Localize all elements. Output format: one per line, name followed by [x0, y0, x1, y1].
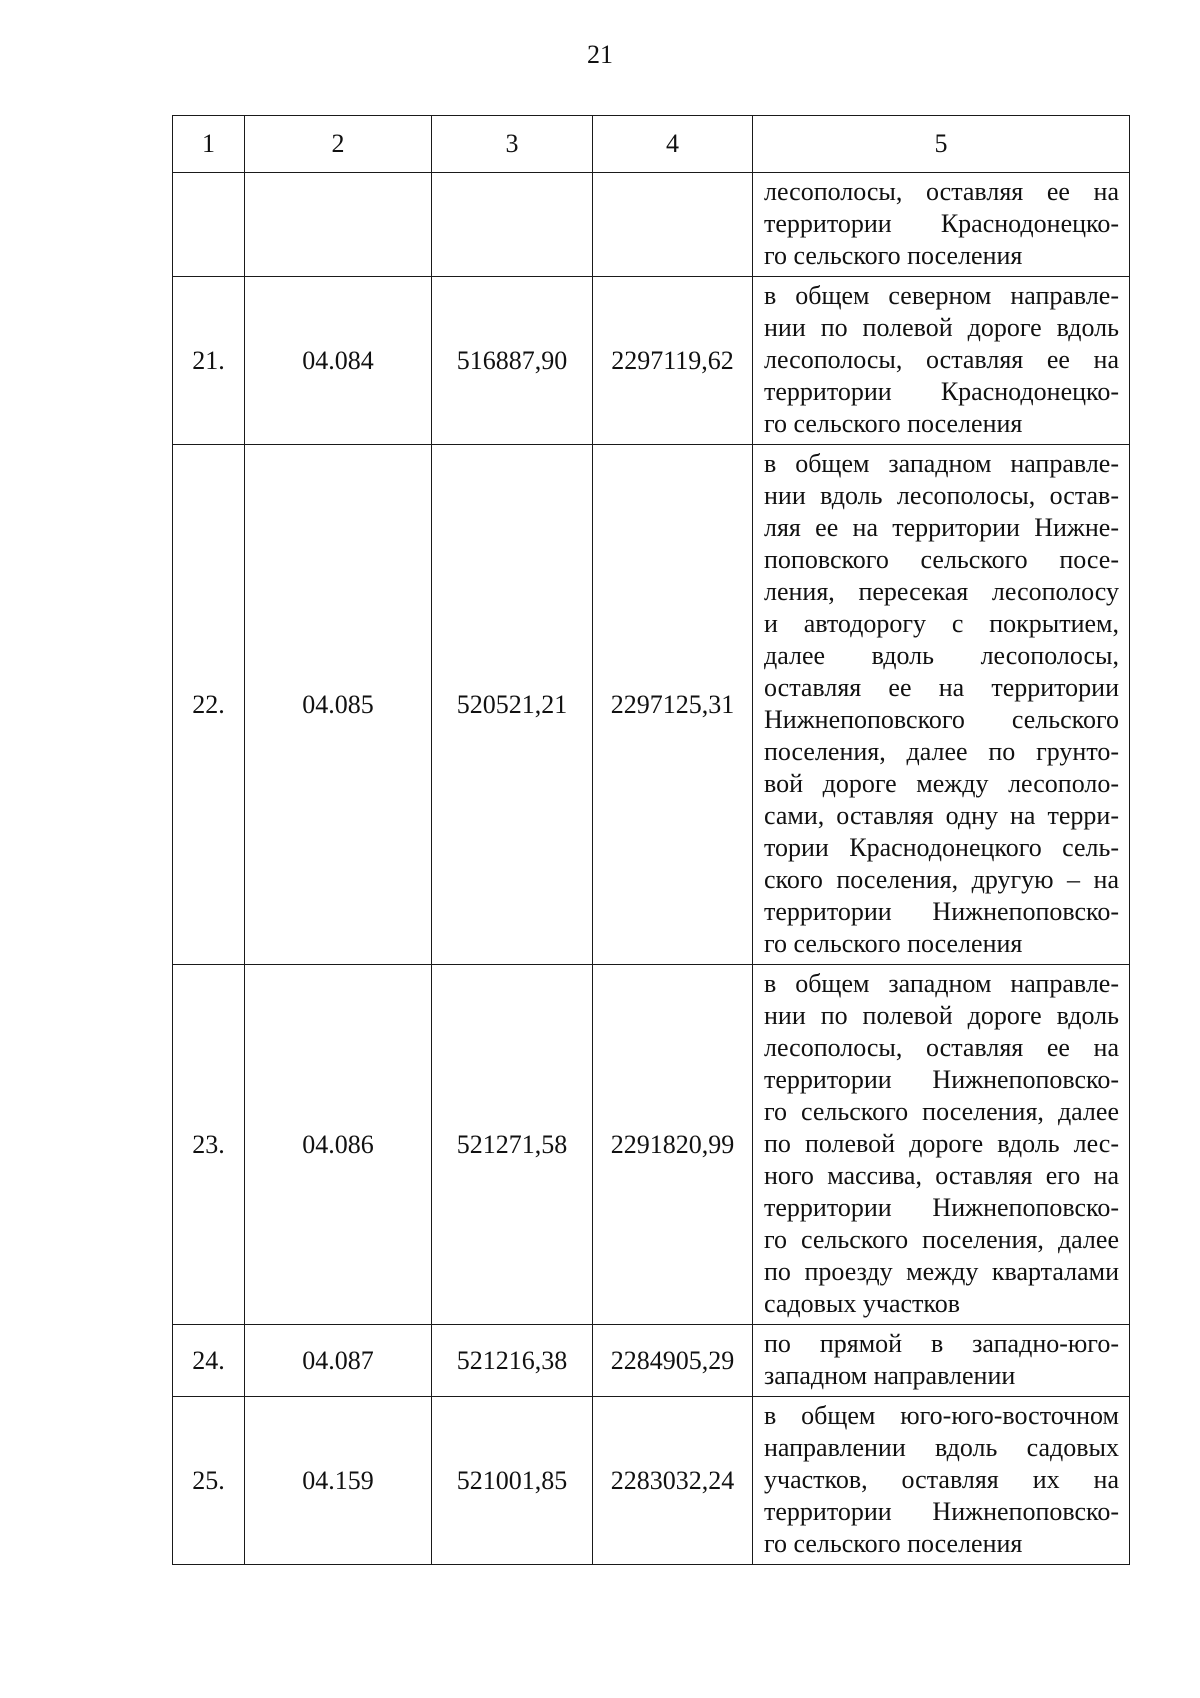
boundary-description-cell	[753, 445, 1130, 965]
description-line: ного массива, оставляя его на	[764, 1161, 1119, 1190]
description-line: Нижнепоповского сельского	[764, 705, 1119, 734]
boundary-points-table	[172, 115, 1130, 1565]
description-line: лесополосы, оставляя ее на	[764, 177, 1119, 206]
y-coordinate-cell: 2284905,29	[593, 1325, 753, 1397]
x-coordinate-cell: 516887,90	[432, 277, 593, 445]
boundary-description-cell	[753, 1325, 1130, 1397]
description-line: ского поселения, другую – на	[764, 865, 1119, 894]
point-number-cell: 25.	[173, 1397, 245, 1565]
description-line: направлении вдоль садовых	[764, 1433, 1119, 1462]
description-line: го сельского поселения	[764, 409, 1023, 438]
table-header-row	[173, 116, 1130, 173]
description-line: вой дороге между лесополо-	[764, 769, 1119, 798]
table-row	[173, 965, 1130, 1325]
point-number-cell: 24.	[173, 1325, 245, 1397]
point-code-cell: 04.087	[245, 1325, 432, 1397]
x-coordinate-cell: 521216,38	[432, 1325, 593, 1397]
description-line: по полевой дороге вдоль лес-	[764, 1129, 1119, 1158]
y-coordinate-cell	[593, 173, 753, 277]
x-coordinate-cell: 520521,21	[432, 445, 593, 965]
description-line: поповского сельского посе-	[764, 545, 1119, 574]
boundary-description-cell	[753, 965, 1130, 1325]
point-number-cell: 22.	[173, 445, 245, 965]
description-line: в общем западном направле-	[764, 449, 1119, 478]
description-line: далее вдоль лесополосы,	[764, 641, 1119, 670]
x-coordinate-cell: 521001,85	[432, 1397, 593, 1565]
y-coordinate-cell: 2291820,99	[593, 965, 753, 1325]
description-line: ляя ее на территории Нижне-	[764, 513, 1119, 542]
description-line: территории Нижнепоповско-	[764, 1193, 1119, 1222]
description-line: территории Нижнепоповско-	[764, 1497, 1119, 1526]
description-line: западном направлении	[764, 1361, 1016, 1390]
point-code-cell	[245, 173, 432, 277]
x-coordinate-cell: 521271,58	[432, 965, 593, 1325]
description-line: территории Краснодонецко-	[764, 377, 1119, 406]
x-coordinate-cell	[432, 173, 593, 277]
boundary-description-cell	[753, 173, 1130, 277]
point-code-cell: 04.084	[245, 277, 432, 445]
description-line: го сельского поселения, далее	[764, 1097, 1119, 1126]
description-line: лесополосы, оставляя ее на	[764, 1033, 1119, 1062]
boundary-description-cell	[753, 1397, 1130, 1565]
description-line: территории Краснодонецко-	[764, 209, 1119, 238]
point-number-cell	[173, 173, 245, 277]
description-line: участков, оставляя их на	[764, 1465, 1119, 1494]
description-line: нии по полевой дороге вдоль	[764, 313, 1119, 342]
y-coordinate-cell: 2297125,31	[593, 445, 753, 965]
description-line: по прямой в западно-юго-	[764, 1329, 1119, 1358]
boundary-description-cell	[753, 277, 1130, 445]
point-code-cell: 04.159	[245, 1397, 432, 1565]
table-row	[173, 277, 1130, 445]
header-cell-2: 2	[245, 116, 432, 173]
description-line: го сельского поселения	[764, 241, 1023, 270]
description-line: в общем северном направле-	[764, 281, 1119, 310]
description-line: го сельского поселения	[764, 929, 1023, 958]
description-line: тории Краснодонецкого сель-	[764, 833, 1119, 862]
description-line: по проезду между кварталами	[764, 1257, 1119, 1286]
description-line: садовых участков	[764, 1289, 960, 1318]
description-line: в общем западном направле-	[764, 969, 1119, 998]
header-cell-5: 5	[753, 116, 1130, 173]
table-row	[173, 1325, 1130, 1397]
description-line: нии по полевой дороге вдоль	[764, 1001, 1119, 1030]
header-cell-1: 1	[173, 116, 245, 173]
page-number: 21	[587, 40, 613, 69]
description-line: го сельского поселения, далее	[764, 1225, 1119, 1254]
y-coordinate-cell: 2297119,62	[593, 277, 753, 445]
point-code-cell: 04.086	[245, 965, 432, 1325]
header-cell-4: 4	[593, 116, 753, 173]
description-line: и автодорогу с покрытием,	[764, 609, 1119, 638]
point-number-cell: 23.	[173, 965, 245, 1325]
point-code-cell: 04.085	[245, 445, 432, 965]
description-line: территории Нижнепоповско-	[764, 1065, 1119, 1094]
table-row	[173, 445, 1130, 965]
description-line: нии вдоль лесополосы, остав-	[764, 481, 1119, 510]
table-row	[173, 173, 1130, 277]
description-line: в общем юго-юго-восточном	[764, 1401, 1119, 1430]
description-line: поселения, далее по грунто-	[764, 737, 1119, 766]
table-row	[173, 1397, 1130, 1565]
header-cell-3: 3	[432, 116, 593, 173]
description-line: ления, пересекая лесополосу	[764, 577, 1119, 606]
description-line: территории Нижнепоповско-	[764, 897, 1119, 926]
description-line: оставляя ее на территории	[764, 673, 1119, 702]
description-line: сами, оставляя одну на терри-	[764, 801, 1119, 830]
y-coordinate-cell: 2283032,24	[593, 1397, 753, 1565]
description-line: го сельского поселения	[764, 1529, 1023, 1558]
description-line: лесополосы, оставляя ее на	[764, 345, 1119, 374]
point-number-cell: 21.	[173, 277, 245, 445]
